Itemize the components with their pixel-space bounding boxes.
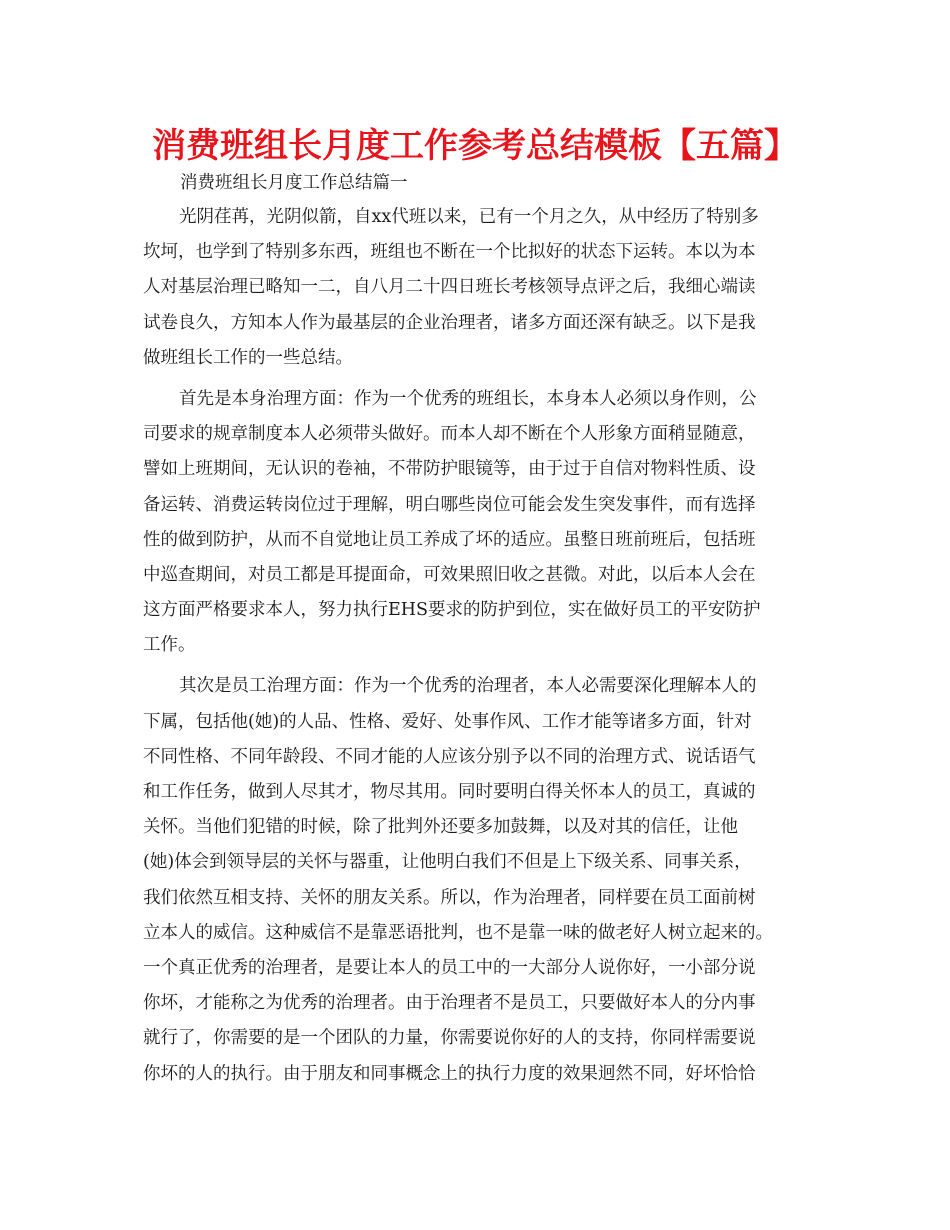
text-line: 试卷良久，方知本人作为最基层的企业治理者，诸多方面还深有缺乏。以下是我 <box>143 312 756 333</box>
text-line: 这方面严格要求本人，努力执行EHS要求的防护到位，实在做好员工的平安防护 <box>143 600 761 621</box>
text-line: 其次是员工治理方面：作为一个优秀的治理者，本人必需要深化理解本人的 <box>179 676 757 697</box>
text-line: 光阴荏苒，光阴似箭，自xx代班以来，已有一个月之久，从中经历了特别多 <box>179 207 759 227</box>
document-body <box>143 200 808 1098</box>
paragraph-2 <box>143 382 808 664</box>
text-line: 性的做到防护，从而不自觉地让员工养成了坏的适应。虽整日班前班后，包括班 <box>143 529 756 550</box>
text-line: 做班组长工作的一些总结。 <box>143 347 353 368</box>
section-heading: 消费班组长月度工作总结篇一 <box>180 173 408 193</box>
text-line: 和工作任务，做到人尽其才，物尽其用。同时要明白得关怀本人的员工，真诚的 <box>143 782 756 802</box>
text-line: 不同性格、不同年龄段、不同才能的人应该分别予以不同的治理方式、说话语气 <box>143 746 756 767</box>
document-title: 消费班组长月度工作参考总结模板【五篇】 <box>152 126 798 166</box>
paragraph-1 <box>143 200 808 376</box>
text-line: 工作。 <box>143 635 196 656</box>
text-line: 司要求的规章制度本人必须带头做好。而本人却不断在个人形象方面稍显随意， <box>143 424 756 445</box>
paragraph-3 <box>143 669 808 1091</box>
text-line: 我们依然互相支持、关怀的朋友关系。所以，作为治理者，同样要在员工面前树 <box>143 887 756 908</box>
text-line: 关怀。当他们犯错的时候，除了批判外还要多加鼓舞，以及对其的信任，让他 <box>143 817 738 838</box>
text-line: 立本人的威信。这种威信不是靠恶语批判，也不是靠一味的做老好人树立起来的。 <box>143 922 773 943</box>
text-line: 譬如上班期间，无认识的卷袖，不带防护眼镜等，由于过于自信对物料性质、设 <box>143 459 756 480</box>
text-line: 坎坷，也学到了特别多东西，班组也不断在一个比拟好的状态下运转。本以为本 <box>143 242 756 263</box>
text-line: 人对基层治理已略知一二，自八月二十四日班长考核领导点评之后，我细心端读 <box>143 277 756 298</box>
text-line: 下属，包括他(她)的人品、性格、爱好、处事作风、工作才能等诸多方面，针对 <box>143 711 752 732</box>
text-line: 备运转、消费运转岗位过于理解，明白哪些岗位可能会发生突发事件，而有选择 <box>143 494 756 515</box>
text-line: 就行了，你需要的是一个团队的力量，你需要说你好的人的支持，你同样需要说 <box>143 1028 756 1049</box>
text-line: 你坏的人的执行。由于朋友和同事概念上的执行力度的效果迥然不同，好坏恰恰 <box>143 1063 756 1084</box>
text-line: 首先是本身治理方面：作为一个优秀的班组长，本身本人必须以身作则，公 <box>179 388 757 409</box>
text-line: (她)体会到领导层的关怀与器重，让他明白我们不但是上下级关系、同事关系， <box>143 852 752 873</box>
text-line: 一个真正优秀的治理者，是要让本人的员工中的一大部分人说你好，一小部分说 <box>143 957 756 978</box>
text-line: 中巡查期间，对员工都是耳提面命，可效果照旧收之甚微。对此，以后本人会在 <box>143 564 756 585</box>
text-line: 你坏，才能称之为优秀的治理者。由于治理者不是员工，只要做好本人的分内事 <box>143 993 756 1014</box>
